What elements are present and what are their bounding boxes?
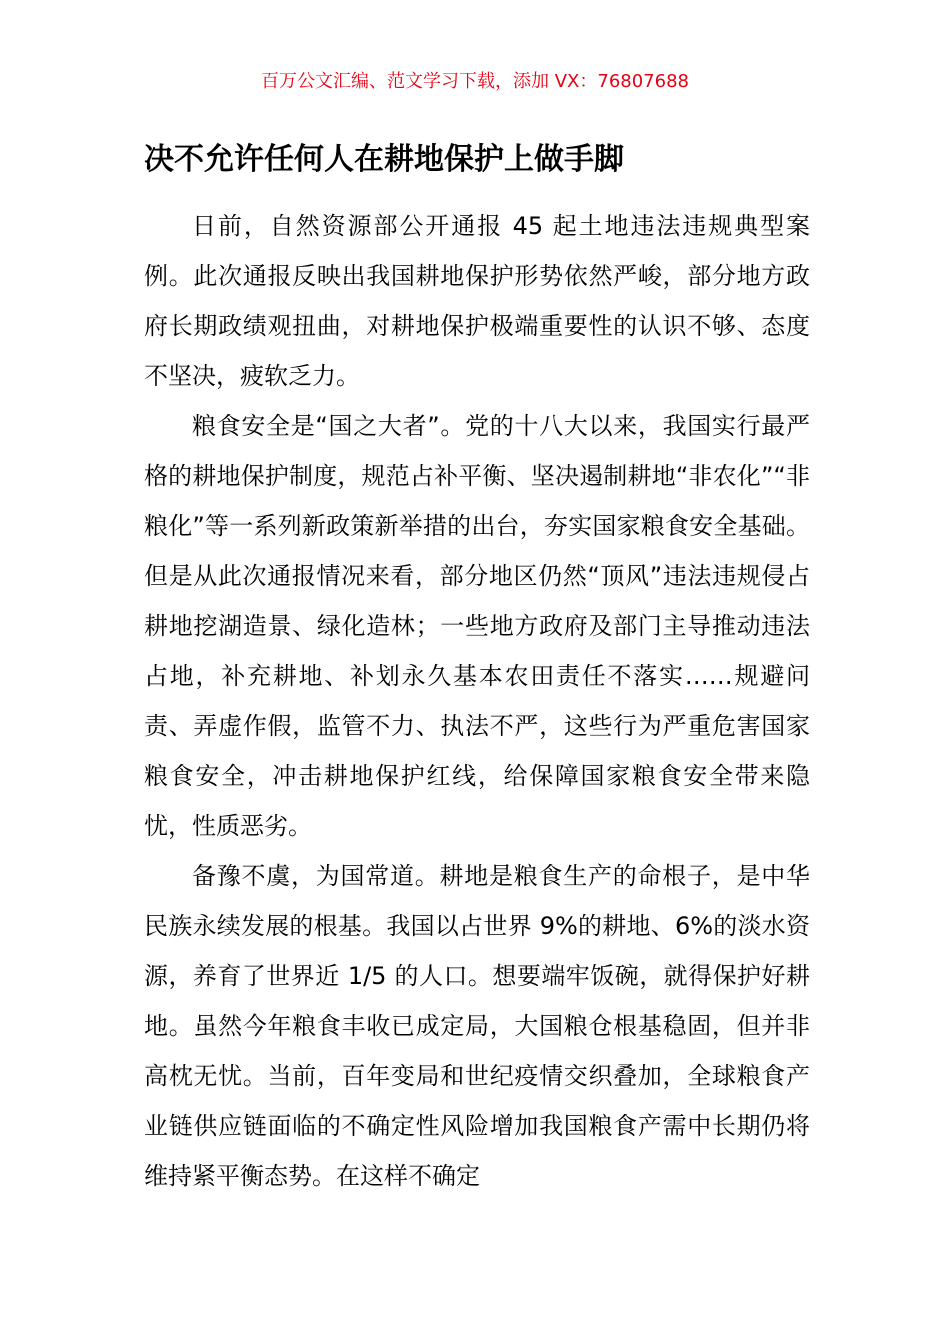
paragraph: 备豫不虞，为国常道。耕地是粮食生产的命根子，是中华民族永续发展的根基。我国以占世界 9%的耕地、6%的淡水资源，养育了世界近 1/5 的人口。想要端牢饭碗，就得保护好耕地。虽然今年粮食丰收已成定局，大国粮仓根基稳固，但并非高枕无忧。当前，百年变局和世纪疫情交织叠加，全球粮食产业链供应链面临的不确定性风险增加我国粮食产需中长期仍将维持紧平衡态势。在这样不确定 <box>144 862 810 1190</box>
article-body <box>144 201 810 1201</box>
paragraph: 粮食安全是“国之大者”。党的十八大以来，我国实行最严格的耕地保护制度，规范占补平衡、坚决遏制耕地“非农化”“非粮化”等一系列新政策新举措的出台，夯实国家粮食安全基础。但是从此次通报情况来看，部分地区仍然“顶风”违法违规侵占耕地挖湖造景、绿化造林；一些地方政府及部门主导推动违法占地，补充耕地、补划永久基本农田责任不落实……规避问责、弄虚作假，监管不力、执法不严，这些行为严重危害国家粮食安全，冲击耕地保护红线，给保障国家粮食安全带来隐忧，性质恶劣。 <box>144 412 810 840</box>
article-title: 决不允许任何人在耕地保护上做手脚 <box>144 142 624 177</box>
watermark-header: 百万公文汇编、范文学习下载，添加 VX：76807688 <box>261 71 689 92</box>
paragraph: 日前，自然资源部公开通报 45 起土地违法违规典型案例。此次通报反映出我国耕地保护形势依然严峻，部分地方政府长期政绩观扭曲，对耕地保护极端重要性的认识不够、态度不坚决，疲软乏力。 <box>144 212 810 390</box>
